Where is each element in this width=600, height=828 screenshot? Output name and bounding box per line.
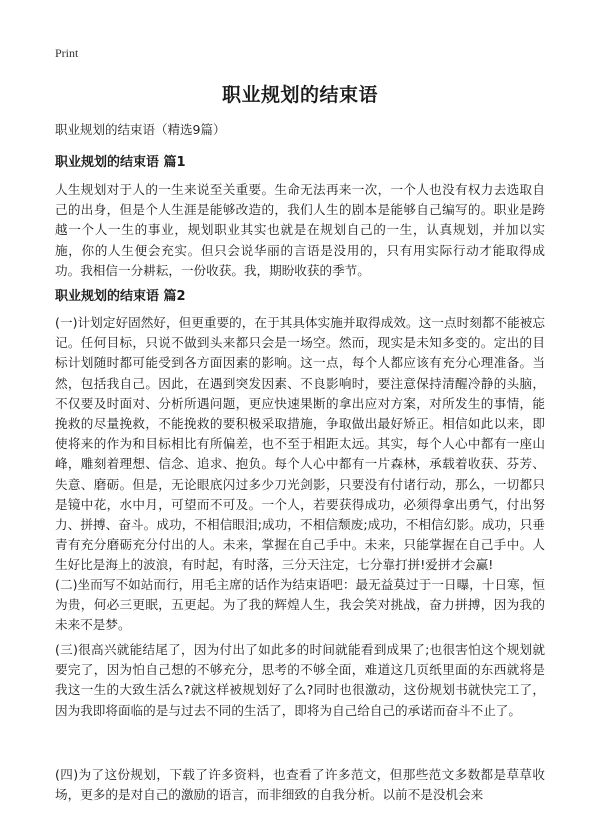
print-link[interactable]: Print [55, 46, 79, 60]
section-1-paragraph-1: 人生规划对于人的一生来说至关重要。生命无法再来一次，一个人也没有权力去选取自己的出身，但是个人生涯是能够改造的，我们人生的剧本是能够自己编写的。职业是跨越一个人一生的事业，规划职业其实也就是在规划自己的一生，认真规划，并加以实施，你的人生便会充实。但只会说华丽的言语是没用的，只有用实际行动才能取得成功。我相信一分耕耘，一份收获。我，期盼收获的季节。 [55, 182, 545, 278]
section-2-paragraph-3: (三)很高兴就能结尾了，因为付出了如此多的时间就能看到成果了;也很害怕这个规划就要完了，因为怕自己想的不够充分，思考的不够全面，难道这几页纸里面的东西就将是我这一生的大致生活么?就这样被规划好了么?同时也很激动，这份规划书就快完工了，因为我即将面临的是与过去不同的生活了，即将为自己给自己的承诺而奋斗不止了。 [55, 642, 545, 718]
section-2-paragraph-4: (四)为了这份规划，下载了许多资料，也查看了许多范文，但那些范文多数都是草草收场，更多的是对自己的激励的语言，而非细致的自我分析。以前不是没机会来 [55, 767, 545, 803]
page-title: 职业规划的结束语 [221, 84, 378, 106]
section-heading-2: 职业规划的结束语 篇2 [55, 289, 186, 304]
section-2-paragraph-1: (一)计划定好固然好，但更重要的，在于其具体实施并取得成效。这一点时刻都不能被忘记。任何目标，只说不做到头来都只会是一场空。然而，现实是未知多变的。定出的目标计划随时都可能受到各方面因素的影响。这一点，每个人都应该有充分心理准备。当然，包括我自己。因此，在遇到突发因素、不良影响时，要注意保持清醒冷静的头脑，不仅要及时面对、分析所遇问题，更应快速果断的拿出应对方案，对所发生的事情，能挽救的尽量挽救，不能挽救的要积极采取措施，争取做出最好矫正。相信如此以来，即使将来的作为和目标相比有所偏差，也不至于相距太远。其实，每个人心中都有一座山峰，雕刻着理想、信念、追求、抱负。每个人心中都有一片森林，承载着收获、芬芳、失意、磨砺。但是，无论眼底闪过多少刀光剑影，只要没有付诸行动，那么，一切都只是镜中花，水中月，可望而不可及。一个人，若要获得成功，必须得拿出勇气，付出努力、拼搏、奋斗。成功，不相信眼泪;成功，不相信颓废;成功，不相信幻影。成功，只垂青有充分磨砺充分付出的人。未来，掌握在自己手中。未来，只能掌握在自己手中。人生好比是海上的波浪，有时起，有时落，三分天注定，七分靠打拼!爱拼才会赢! [55, 315, 545, 573]
section-heading-1: 职业规划的结束语 篇1 [55, 155, 186, 170]
document-subtitle: 职业规划的结束语（精选9篇） [55, 122, 226, 137]
section-2-paragraph-2: (二)坐而写不如站而行，用毛主席的话作为结束语吧：最无益莫过于一日曝，十日寒，恒为贵，何必三更眠，五更起。为了我的辉煌人生，我会笑对挑战，奋力拼搏，因为我的未来不是梦。 [55, 577, 545, 633]
